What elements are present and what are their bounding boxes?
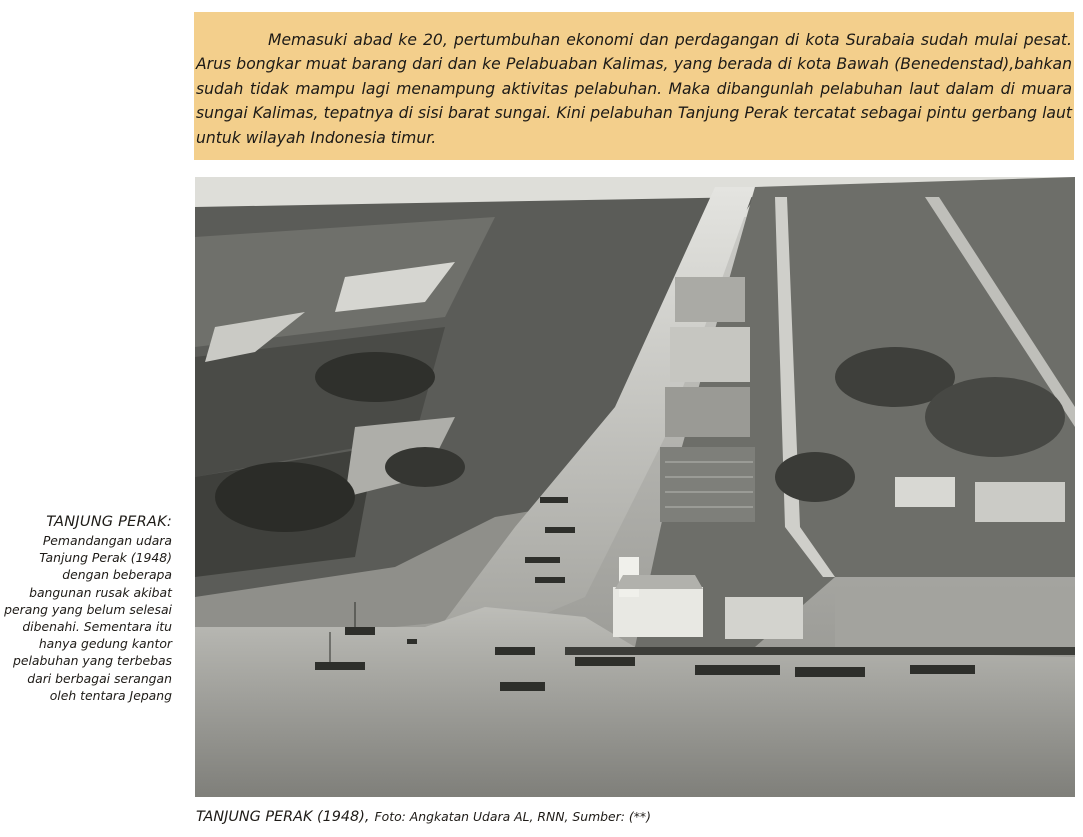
intro-text: Memasuki abad ke 20, pertumbuhan ekonomi dan perdagangan di kota Surabaia sudah mulai pesat. Arus bongkar muat barang dari dan ke Pelabuaban Kalimas, yang berada di kota Bawah (Benedenstad),bahkan sudah tidak mampu lagi menampung aktivitas pelabuhan. Maka dibangunlah pelabuhan laut dalam di muara sungai Kalimas, tepatnya di sisi barat sungai. Kini pelabuhan Tanjung Perak tercatat sebagai pintu gerbang laut untuk wilayah Indonesia timur. [196,31,1072,147]
intro-box [194,12,1074,160]
bottom-caption-title: TANJUNG PERAK (1948), [196,809,370,825]
bottom-caption-credit: Foto: Angkatan Udara AL, RNN, Sumber: (**) [374,809,651,824]
side-caption-body: Pemandangan udara Tanjung Perak (1948) dengan beberapa bangunan rusak akibat perang yang belum selesai dibenahi. Sementara itu hanya gedung kantor pelabuhan yang terbebas dari berbagai serangan oleh tentara Jepang [4,533,172,703]
bottom-caption [196,806,1076,825]
photo-illustration [195,177,1075,797]
side-caption-title: TANJUNG PERAK: [46,513,172,530]
side-caption [0,512,172,704]
harbor-aerial-photo [195,177,1075,797]
